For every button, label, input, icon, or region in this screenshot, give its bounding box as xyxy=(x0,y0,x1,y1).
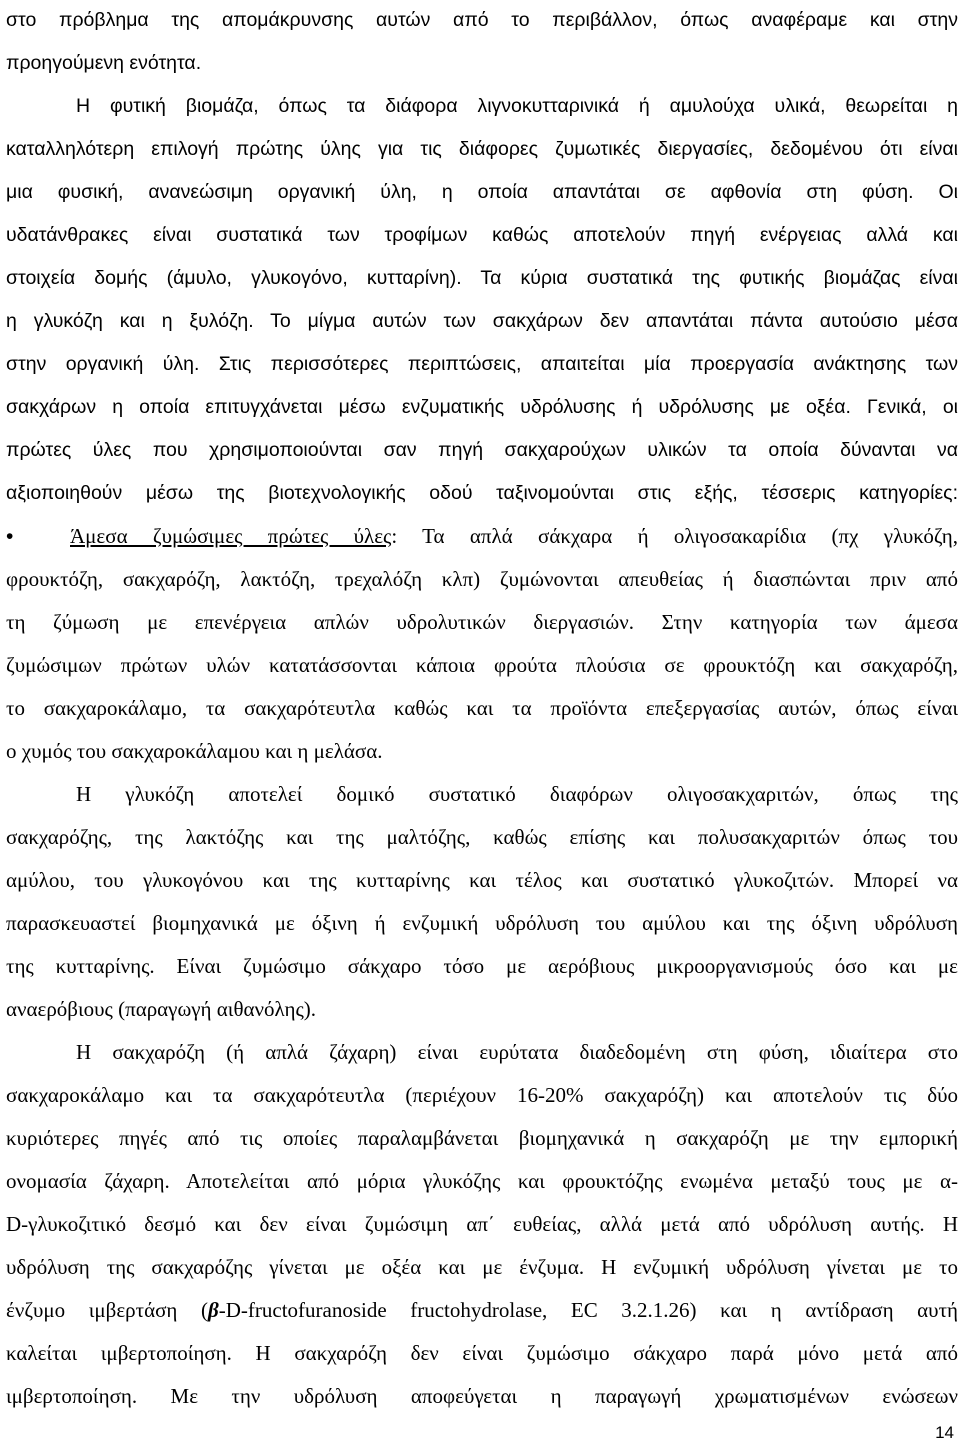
text-line: σακχαροκάλαμο και τα σακχαρότευτλα (περιέχουν 16-20% σακχαρόζη) και αποτελούν τις δύο xyxy=(6,1083,958,1107)
enzyme-name: -D-fructofuranoside fructohydrolase, EC 3.2.1.26) και η αντίδραση αυτή xyxy=(218,1298,958,1322)
text-line: αξιοποιηθούν μέσω της βιοτεχνολογικής οδού ταξινομούνται στις εξής, τέσσερις κατηγορίες: xyxy=(6,482,958,504)
text-line: στην οργανική ύλη. Στις περισσότερες περιπτώσεις, απαιτείται μία προεργασία ανάκτησης των xyxy=(6,353,958,375)
text-line: μια φυσική, ανανεώσιμη οργανική ύλη, η οποία απαντάται σε αφθονία στη φύση. Οι xyxy=(6,181,958,203)
paragraph-first-line: Η γλυκόζη αποτελεί δομικό συστατικό διαφόρων ολιγοσακχαριτών, όπως της xyxy=(76,782,958,806)
text-line: D-γλυκοζιτικό δεσμό και δεν είναι ζυμώσιμη απ΄ ευθείας, αλλά μετά από υδρόλυση αυτής. Η xyxy=(6,1212,958,1236)
text-line: αμύλου, του γλυκογόνου και της κυτταρίνης και τέλος και συστατικό γλυκοζιτών. Μπορεί να xyxy=(6,868,958,892)
text-line: η γλυκόζη και η ξυλόζη. Το μίγμα αυτών των σακχάρων δεν απαντάται πάντα αυτούσιο μέσα xyxy=(6,310,958,332)
paragraph-first-line: Η φυτική βιομάζα, όπως τα διάφορα λιγνοκυτταρινικά ή αμυλούχα υλικά, θεωρείται η xyxy=(76,95,958,117)
bullet-icon: • xyxy=(6,525,14,548)
text-line: στοιχεία δομής (άμυλο, γλυκογόνο, κυτταρίνη). Τα κύρια συστατικά της φυτικής βιομάζας είναι xyxy=(6,267,958,289)
bullet-item-first-line xyxy=(6,521,958,551)
beta-symbol: β xyxy=(207,1298,219,1322)
text-line: ζυμώσιμων πρώτων υλών κατατάσσονται κάποια φρούτα πλούσια σε φρουκτόζη και σακχαρόζη, xyxy=(6,653,958,677)
text-line: ονομασία ζάχαρη. Αποτελείται από μόρια γλυκόζης και φρουκτόζης ενωμένα μεταξύ τους με α- xyxy=(6,1169,958,1193)
page-number: 14 xyxy=(935,1423,954,1442)
text-line: πρώτες ύλες που χρησιμοποιούνται σαν πηγή σακχαρούχων υλικών τα οποία δύνανται να xyxy=(6,439,958,461)
text-line: προηγούμενη ενότητα. xyxy=(6,52,202,74)
text-line: σακχάρων η οποία επιτυγχάνεται μέσω ενζυματικής υδρόλυσης ή υδρόλυσης με οξέα. Γενικά, οι xyxy=(6,396,958,418)
text-line: ο χυμός του σακχαροκάλαμου και η μελάσα. xyxy=(6,739,383,763)
text-line: φρουκτόζη, σακχαρόζη, λακτόζη, τρεχαλόζη κλπ) ζυμώνονται απευθείας ή διασπώνται πριν από xyxy=(6,567,958,591)
text-line: καταλληλότερη επιλογή πρώτης ύλης για τις διάφορες ζυμωτικές διεργασίες, δεδομένου ότι είναι xyxy=(6,138,958,160)
paragraph-first-line: Η σακχαρόζη (ή απλά ζάχαρη) είναι ευρύτατα διαδεδομένη στη φύση, ιδιαίτερα στο xyxy=(76,1040,958,1064)
text-line: κυριότερες πηγές από τις οποίες παραλαμβάνεται βιομηχανικά η σακχαρόζη με την εμπορική xyxy=(6,1126,958,1150)
text-line: αναερόβιους (παραγωγή αιθανόλης). xyxy=(6,997,317,1021)
text-line: καλείται ιμβερτοποίηση. Η σακχαρόζη δεν είναι ζυμώσιμο σάκχαρο παρά μόνο μετά από xyxy=(6,1341,958,1365)
enzyme-prefix: ένζυμο ιμβερτάση ( xyxy=(6,1298,208,1322)
bullet-text: : Τα απλά σάκχαρα ή ολιγοσακαρίδια (πχ γλυκόζη, xyxy=(391,524,958,548)
text-line: της κυτταρίνης. Είναι ζυμώσιμο σάκχαρο τόσο με αερόβιους μικροοργανισμούς όσο και με xyxy=(6,954,958,978)
text-line: σακχαρόζης, της λακτόζης και της μαλτόζης, καθώς επίσης και πολυσακχαριτών όπως του xyxy=(6,825,958,849)
text-line xyxy=(6,1295,958,1325)
text-line: υδρόλυση της σακχαρόζης γίνεται με οξέα και με ένζυμα. Η ενζυμική υδρόλυση γίνεται με το xyxy=(6,1255,958,1279)
text-line: τη ζύμωση με επενέργεια απλών υδρολυτικών διεργασιών. Στην κατηγορία των άμεσα xyxy=(6,610,958,634)
text-line: στο πρόβλημα της απομάκρυνσης αυτών από το περιβάλλον, όπως αναφέραμε και στην xyxy=(6,9,958,31)
bullet-term: Άμεσα ζυμώσιμες πρώτες ύλες xyxy=(70,524,392,548)
text-line: το σακχαροκάλαμο, τα σακχαρότευτλα καθώς και τα προϊόντα επεξεργασίας αυτών, όπως είναι xyxy=(6,696,958,720)
text-line: ιμβερτοποίηση. Με την υδρόλυση αποφεύγεται η παραγωγή χρωματισμένων ενώσεων xyxy=(6,1384,958,1408)
text-line: υδατάνθρακες είναι συστατικά των τροφίμων καθώς αποτελούν πηγή ενέργειας αλλά και xyxy=(6,224,958,246)
text-line: παρασκευαστεί βιομηχανικά με όξινη ή ενζυμική υδρόλυση του αμύλου και της όξινη υδρόλυση xyxy=(6,911,958,935)
